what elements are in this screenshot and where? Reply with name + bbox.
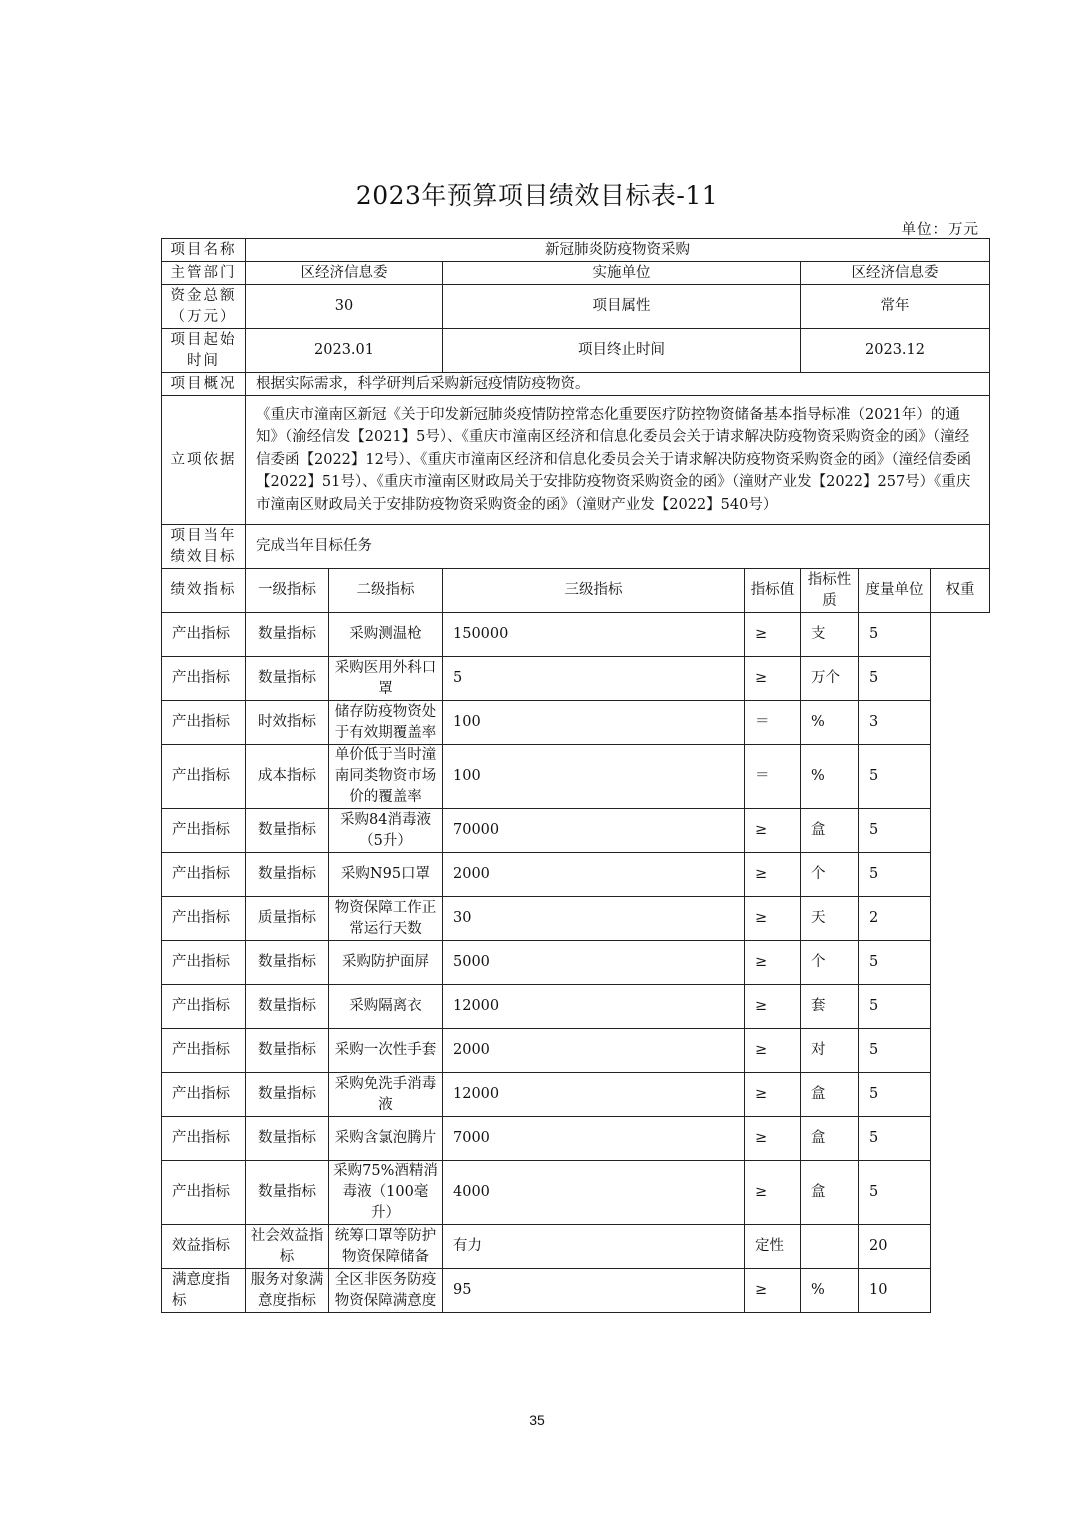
indicator-weight: 5 bbox=[859, 809, 931, 853]
goal-value: 完成当年目标任务 bbox=[246, 525, 990, 569]
indicator-value: 7000 bbox=[443, 1117, 745, 1161]
indicator-weight: 5 bbox=[859, 613, 931, 657]
indicator-nature: ≥ bbox=[745, 985, 801, 1029]
indicator-value: 70000 bbox=[443, 809, 745, 853]
indicator-value: 5000 bbox=[443, 941, 745, 985]
indicator-weight: 5 bbox=[859, 1117, 931, 1161]
indicator-l2: 数量指标 bbox=[246, 1161, 329, 1225]
indicator-value: 有力 bbox=[443, 1225, 745, 1269]
table-row bbox=[162, 897, 990, 941]
indicator-l1: 产出指标 bbox=[162, 1161, 246, 1225]
indicator-unit: % bbox=[801, 1269, 859, 1313]
project-name-label: 项目名称 bbox=[162, 239, 246, 262]
row-overview bbox=[162, 373, 990, 396]
indicator-l2: 数量指标 bbox=[246, 853, 329, 897]
fund-label: 资金总额（万元） bbox=[162, 285, 246, 329]
indicator-l3: 采购测温枪 bbox=[329, 613, 443, 657]
table-row bbox=[162, 1269, 990, 1313]
indicator-l1: 产出指标 bbox=[162, 701, 246, 745]
table-row bbox=[162, 985, 990, 1029]
dept-value: 区经济信息委 bbox=[246, 262, 443, 285]
indicator-unit: 盒 bbox=[801, 1161, 859, 1225]
indicator-l1: 产出指标 bbox=[162, 1073, 246, 1117]
page-title: 2023年预算项目绩效目标表-11 bbox=[355, 181, 719, 210]
impl-unit-label: 实施单位 bbox=[443, 262, 801, 285]
indicator-nature: ≥ bbox=[745, 941, 801, 985]
indicator-value: 12000 bbox=[443, 985, 745, 1029]
indicator-l2: 社会效益指标 bbox=[246, 1225, 329, 1269]
unit-label: 单位：万元 bbox=[901, 222, 979, 238]
indicator-value: 30 bbox=[443, 897, 745, 941]
indicator-l3: 储存防疫物资处于有效期覆盖率 bbox=[329, 701, 443, 745]
basis-label: 立项依据 bbox=[162, 396, 246, 525]
indicator-l3: 统筹口罩等防护物资保障储备 bbox=[329, 1225, 443, 1269]
indicator-weight: 5 bbox=[859, 985, 931, 1029]
indicator-weight: 5 bbox=[859, 1029, 931, 1073]
indicator-unit: 盒 bbox=[801, 1117, 859, 1161]
indicator-value: 95 bbox=[443, 1269, 745, 1313]
fund-value: 30 bbox=[246, 285, 443, 329]
overview-label: 项目概况 bbox=[162, 373, 246, 396]
indicator-l3: 采购N95口罩 bbox=[329, 853, 443, 897]
indicator-nature: ≥ bbox=[745, 853, 801, 897]
indicator-unit bbox=[801, 1225, 859, 1269]
indicator-l1: 产出指标 bbox=[162, 941, 246, 985]
project-name-value: 新冠肺炎防疫物资采购 bbox=[246, 239, 990, 262]
indicator-l1: 产出指标 bbox=[162, 897, 246, 941]
table-row bbox=[162, 1073, 990, 1117]
indicator-l1: 产出指标 bbox=[162, 657, 246, 701]
indicator-weight: 2 bbox=[859, 897, 931, 941]
row-goal bbox=[162, 525, 990, 569]
header-l1: 一级指标 bbox=[246, 569, 329, 613]
indicator-nature: ≥ bbox=[745, 1269, 801, 1313]
start-label: 项目起始时间 bbox=[162, 329, 246, 373]
attr-value: 常年 bbox=[801, 285, 990, 329]
indicator-l3: 采购医用外科口罩 bbox=[329, 657, 443, 701]
row-dates bbox=[162, 329, 990, 373]
indicator-l2: 服务对象满意度指标 bbox=[246, 1269, 329, 1313]
indicator-l3: 全区非医务防疫物资保障满意度 bbox=[329, 1269, 443, 1313]
attr-label: 项目属性 bbox=[443, 285, 801, 329]
header-value: 指标值 bbox=[745, 569, 801, 613]
indicator-l3: 采购隔离衣 bbox=[329, 985, 443, 1029]
indicator-l1: 产出指标 bbox=[162, 853, 246, 897]
indicator-unit: 盒 bbox=[801, 809, 859, 853]
indicator-unit: 天 bbox=[801, 897, 859, 941]
indicator-nature: ≥ bbox=[745, 1073, 801, 1117]
indicator-l1: 效益指标 bbox=[162, 1225, 246, 1269]
impl-unit-value: 区经济信息委 bbox=[801, 262, 990, 285]
indicator-unit: 个 bbox=[801, 941, 859, 985]
header-unit: 度量单位 bbox=[859, 569, 931, 613]
row-basis bbox=[162, 396, 990, 525]
dept-label: 主管部门 bbox=[162, 262, 246, 285]
indicator-l2: 数量指标 bbox=[246, 657, 329, 701]
indicator-l3: 采购84消毒液（5升） bbox=[329, 809, 443, 853]
indicator-l1: 满意度指标 bbox=[162, 1269, 246, 1313]
indicator-l2: 数量指标 bbox=[246, 613, 329, 657]
indicator-l2: 时效指标 bbox=[246, 701, 329, 745]
indicator-nature: ≥ bbox=[745, 613, 801, 657]
indicator-rows bbox=[162, 613, 990, 1313]
indicator-value: 100 bbox=[443, 745, 745, 809]
indicator-nature: 定性 bbox=[745, 1225, 801, 1269]
indicator-value: 12000 bbox=[443, 1073, 745, 1117]
table-row bbox=[162, 701, 990, 745]
indicator-value: 4000 bbox=[443, 1161, 745, 1225]
indicator-nature: ≥ bbox=[745, 1161, 801, 1225]
indicator-weight: 5 bbox=[859, 745, 931, 809]
indicator-weight: 5 bbox=[859, 1161, 931, 1225]
table-row bbox=[162, 657, 990, 701]
page-number: 35 bbox=[529, 1412, 545, 1428]
indicator-l3: 采购75%酒精消毒液（100毫升） bbox=[329, 1161, 443, 1225]
indicator-l3: 采购含氯泡腾片 bbox=[329, 1117, 443, 1161]
indicator-unit: 支 bbox=[801, 613, 859, 657]
indicator-nature: ＝ bbox=[745, 701, 801, 745]
performance-table bbox=[161, 238, 990, 1313]
table-row bbox=[162, 1225, 990, 1269]
header-l3: 三级指标 bbox=[443, 569, 745, 613]
indicator-l2: 质量指标 bbox=[246, 897, 329, 941]
perf-label: 绩效指标 bbox=[162, 569, 246, 613]
indicator-value: 2000 bbox=[443, 853, 745, 897]
table-row bbox=[162, 745, 990, 809]
indicator-value: 5 bbox=[443, 657, 745, 701]
indicator-unit: % bbox=[801, 745, 859, 809]
indicator-l3: 采购防护面屏 bbox=[329, 941, 443, 985]
indicator-nature: ≥ bbox=[745, 1117, 801, 1161]
table-row bbox=[162, 1161, 990, 1225]
end-value: 2023.12 bbox=[801, 329, 990, 373]
table-row bbox=[162, 941, 990, 985]
indicator-nature: ≥ bbox=[745, 897, 801, 941]
goal-label: 项目当年绩效目标 bbox=[162, 525, 246, 569]
table-row bbox=[162, 1117, 990, 1161]
header-weight: 权重 bbox=[931, 569, 990, 613]
indicator-header-row bbox=[162, 569, 990, 613]
indicator-weight: 5 bbox=[859, 853, 931, 897]
indicator-l1: 产出指标 bbox=[162, 985, 246, 1029]
indicator-l2: 数量指标 bbox=[246, 941, 329, 985]
indicator-l2: 数量指标 bbox=[246, 1117, 329, 1161]
table-row bbox=[162, 1029, 990, 1073]
indicator-l3: 单价低于当时潼南同类物资市场价的覆盖率 bbox=[329, 745, 443, 809]
row-project-name bbox=[162, 239, 990, 262]
indicator-weight: 5 bbox=[859, 941, 931, 985]
indicator-nature: ＝ bbox=[745, 745, 801, 809]
indicator-l1: 产出指标 bbox=[162, 809, 246, 853]
indicator-weight: 10 bbox=[859, 1269, 931, 1313]
indicator-unit: % bbox=[801, 701, 859, 745]
indicator-l1: 产出指标 bbox=[162, 613, 246, 657]
indicator-l2: 成本指标 bbox=[246, 745, 329, 809]
header-l2: 二级指标 bbox=[329, 569, 443, 613]
indicator-weight: 5 bbox=[859, 657, 931, 701]
header-nature: 指标性质 bbox=[801, 569, 859, 613]
indicator-weight: 3 bbox=[859, 701, 931, 745]
indicator-nature: ≥ bbox=[745, 1029, 801, 1073]
row-fund bbox=[162, 285, 990, 329]
indicator-unit: 个 bbox=[801, 853, 859, 897]
basis-value: 《重庆市潼南区新冠《关于印发新冠肺炎疫情防控常态化重要医疗防控物资储备基本指导标准（2021年）的通知》（渝经信发【2021】5号）、《重庆市潼南区经济和信息化委员会关于请求解决防疫物资采购资金的函》（潼经信委函【2022】12号）、《重庆市潼南区经济和信息化委员会关于请求解决防疫物资采购资金的函》（潼经信委函【2022】51号）、《重庆市潼南区财政局关于安排防疫物资采购资金的函》（潼财产业发【2022】257号）《重庆市潼南区财政局关于安排防疫物资采购资金的函》（潼财产业发【2022】540号） bbox=[246, 396, 990, 525]
indicator-l1: 产出指标 bbox=[162, 1117, 246, 1161]
indicator-l3: 采购一次性手套 bbox=[329, 1029, 443, 1073]
indicator-value: 100 bbox=[443, 701, 745, 745]
indicator-l2: 数量指标 bbox=[246, 1073, 329, 1117]
indicator-unit: 盒 bbox=[801, 1073, 859, 1117]
indicator-l3: 物资保障工作正常运行天数 bbox=[329, 897, 443, 941]
end-label: 项目终止时间 bbox=[443, 329, 801, 373]
table-row bbox=[162, 613, 990, 657]
indicator-unit: 套 bbox=[801, 985, 859, 1029]
indicator-nature: ≥ bbox=[745, 657, 801, 701]
indicator-weight: 5 bbox=[859, 1073, 931, 1117]
indicator-l1: 产出指标 bbox=[162, 1029, 246, 1073]
table-row bbox=[162, 853, 990, 897]
indicator-unit: 万个 bbox=[801, 657, 859, 701]
indicator-weight: 20 bbox=[859, 1225, 931, 1269]
indicator-l2: 数量指标 bbox=[246, 985, 329, 1029]
indicator-value: 2000 bbox=[443, 1029, 745, 1073]
indicator-unit: 对 bbox=[801, 1029, 859, 1073]
indicator-l2: 数量指标 bbox=[246, 1029, 329, 1073]
overview-value: 根据实际需求，科学研判后采购新冠疫情防疫物资。 bbox=[246, 373, 990, 396]
table-row bbox=[162, 809, 990, 853]
start-value: 2023.01 bbox=[246, 329, 443, 373]
row-dept bbox=[162, 262, 990, 285]
indicator-l1: 产出指标 bbox=[162, 745, 246, 809]
indicator-nature: ≥ bbox=[745, 809, 801, 853]
indicator-value: 150000 bbox=[443, 613, 745, 657]
indicator-l2: 数量指标 bbox=[246, 809, 329, 853]
indicator-l3: 采购免洗手消毒液 bbox=[329, 1073, 443, 1117]
